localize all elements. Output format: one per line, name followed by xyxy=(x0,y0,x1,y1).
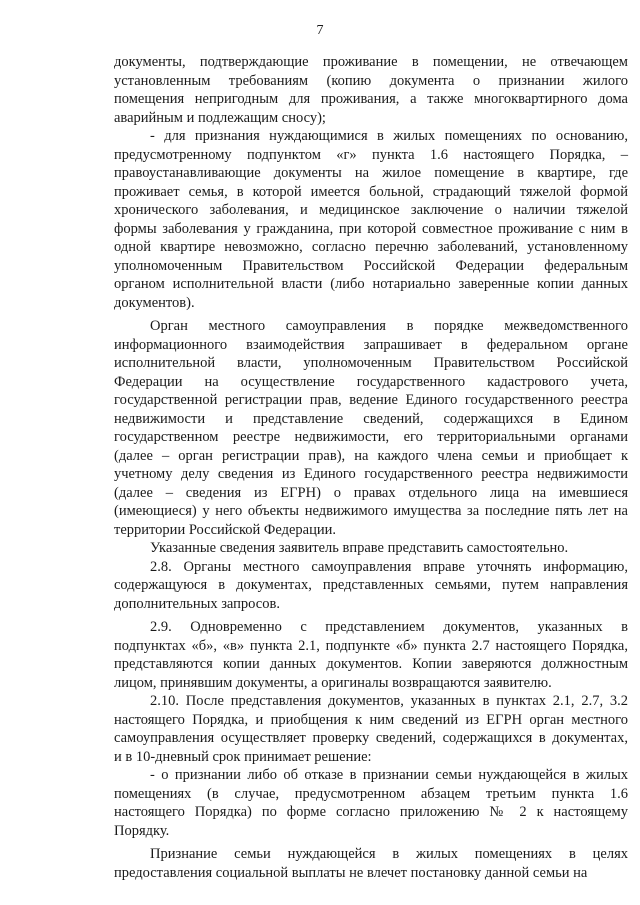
text-line: аварийным и подлежащим сносу); xyxy=(114,109,326,126)
text-line: Признание семьи нуждающейся в жилых помещениях в целях xyxy=(150,846,628,862)
text-line: настоящего Порядка, и приобщения к ним сведений из ЕГРН орган местного xyxy=(114,711,628,728)
text-line: (имеющиеся) у него объекты недвижимого имущества за последние пять лет на xyxy=(114,503,628,519)
paragraph xyxy=(114,317,628,539)
text-line: проживает семья, в которой имеется больной, страдающий тяжелой формой xyxy=(114,183,628,200)
page-number: 7 xyxy=(316,23,324,38)
text-line: Федерации на осуществление государственного кадастрового учета, xyxy=(114,373,628,390)
paragraph xyxy=(114,53,628,127)
text-line: территории Российской Федерации. xyxy=(114,521,337,538)
text-line: документов). xyxy=(114,294,195,311)
text-line: помещениях (в случае, предусмотренном абзацем третьим пункта 1.6 xyxy=(114,785,628,802)
text-line: и в 10-дневный срок принимает решение: xyxy=(114,748,372,765)
text-line: предусмотренному подпунктом «г» пункта 1.6 настоящего Порядка, – xyxy=(114,146,628,163)
text-line: документы, подтверждающие проживание в помещении, не отвечающем xyxy=(114,54,628,70)
text-line: - для признания нуждающимися в жилых помещениях по основанию, xyxy=(150,128,628,144)
text-line: информационного взаимодействия запрашивает в федеральном органе xyxy=(114,336,628,353)
paragraph xyxy=(114,766,628,840)
text-line: дополнительных запросов. xyxy=(114,595,280,612)
text-line: правоустанавливающие документы на жилое помещение в квартире, где xyxy=(114,165,628,181)
text-line: лицом, принявшим документы, а оригиналы возвращаются заявителю. xyxy=(114,674,552,691)
document-body xyxy=(114,53,628,882)
text-line: установленным требованиям (копию документа о признании жилого xyxy=(114,72,628,89)
text-line: уполномоченным Правительством Российской Федерации федеральным xyxy=(114,257,628,274)
paragraph xyxy=(114,618,628,692)
text-line: учетному делу сведения из Единого государственного реестра недвижимости xyxy=(114,466,628,482)
paragraph xyxy=(114,558,628,614)
paragraph xyxy=(114,692,628,766)
text-line: Орган местного самоуправления в порядке межведомственного xyxy=(150,318,628,334)
text-line: формы заболевания у гражданина, при которой совместное проживание с ним в xyxy=(114,220,628,237)
paragraph xyxy=(114,845,628,882)
text-line: исполнительной власти, уполномоченным Правительством Российской xyxy=(114,355,628,371)
text-line: подпунктах «б», «в» пункта 2.1, подпункте «б» пункта 2.7 настоящего Порядка, xyxy=(114,637,628,654)
paragraph xyxy=(114,539,628,558)
text-line: представляются копии данных документов. Копии заверяются должностным xyxy=(114,656,628,672)
text-line: предоставления социальной выплаты не влечет постановку данной семьи на xyxy=(114,864,588,881)
text-line: (далее – сведения из ЕГРН) о правах отдельного лица на имевшиеся xyxy=(114,484,628,501)
paragraph xyxy=(114,127,628,312)
text-line: недвижимости и представление сведений, содержащихся в Едином xyxy=(114,410,628,427)
text-line: органом исполнительной власти (либо нотариально заверенные копии данных xyxy=(114,276,628,292)
text-line: государственной регистрации прав, ведение Единого государственного реестра xyxy=(114,392,628,408)
text-line: самоуправления осуществляет проверку сведений, содержащихся в документах, xyxy=(114,730,628,746)
text-line: (далее – орган регистрации прав), на каждого члена семьи и приобщает к xyxy=(114,447,628,464)
text-line: 2.10. После представления документов, указанных в пунктах 2.1, 2.7, 3.2 xyxy=(150,693,628,709)
text-line: хронического заболевания, и медицинское заключение о наличии тяжелой xyxy=(114,202,628,218)
text-line: одной квартире невозможно, согласно перечню заболеваний, установленному xyxy=(114,239,628,255)
text-line: Указанные сведения заявитель вправе представить самостоятельно. xyxy=(150,540,569,556)
text-line: помещения непригодным для проживания, а также многоквартирного дома xyxy=(114,91,628,107)
text-line: 2.8. Органы местного самоуправления вправе уточнять информацию, xyxy=(150,558,628,575)
text-line: Порядку. xyxy=(114,822,170,839)
text-line: 2.9. Одновременно с представлением документов, указанных в xyxy=(150,619,628,635)
text-line: - о признании либо об отказе в признании семьи нуждающейся в жилых xyxy=(150,767,628,783)
text-line: государственном реестре недвижимости, его территориальными органами xyxy=(114,429,628,445)
text-line: содержащуюся в документах, представленных семьями, путем направления xyxy=(114,577,628,593)
text-line: настоящего Порядка) по форме согласно приложению № 2 к настоящему xyxy=(114,804,628,820)
